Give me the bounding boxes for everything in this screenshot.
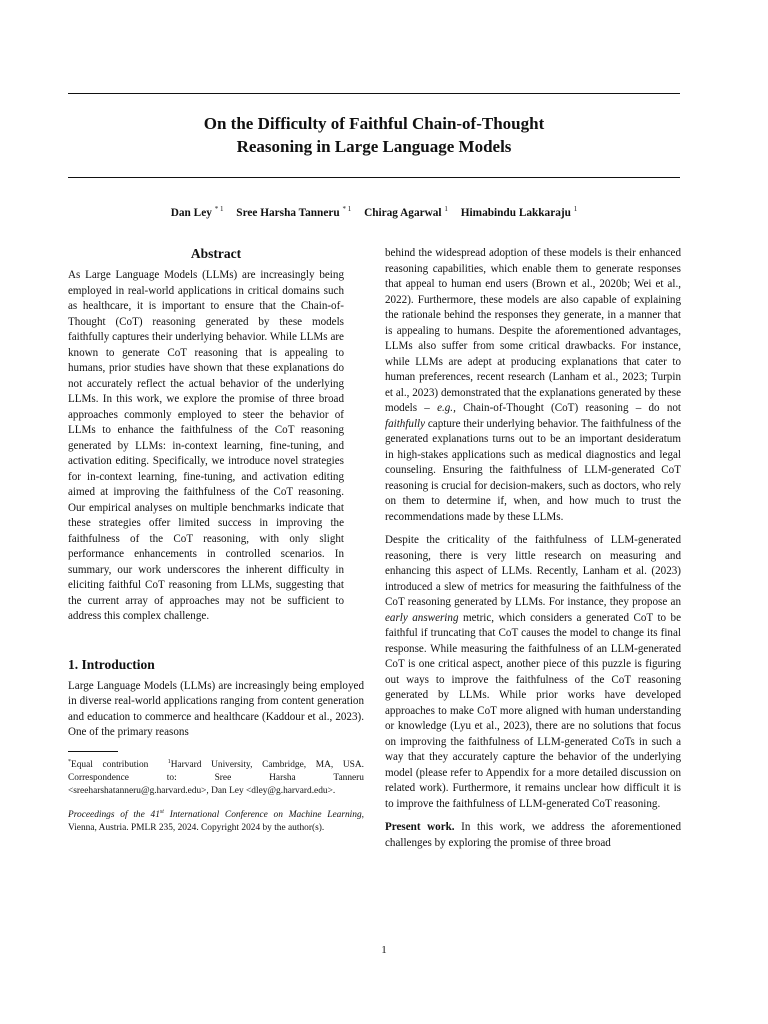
present-work-paragraph: Present work. In this work, we address the aforementioned challenges by exploring the promise of three broad [385,821,681,849]
author-1: Dan Ley $^{* 1}$ [170,205,224,219]
title-line-2: Reasoning in Large Language Models [236,137,512,156]
author-list [68,205,680,219]
author-3: Chirag Agarwal $^1$ [364,205,448,219]
present-work-heading: Present work. [385,821,455,833]
author-4: Himabindu Lakkaraju $^1$ [460,205,578,219]
right-column [385,246,681,851]
abstract-text: As Large Language Models (LLMs) are increasingly being employed in real-world applications in critical domains such as healthcare, it is important to ensure that the Chain-of-Thought (CoT) reasoning generated by these models faithfully captures their underlying behavior. While LLMs are known to generate CoT reasoning that is appealing to humans, prior studies have shown that these explanations do not accurately reflect the actual behavior of the underlying LLMs. In this work, we explore the promise of three broad approaches commonly employed to steer the behavior of LLMs to enhance the faithfulness of the CoT reasoning generated by LLMs: in-context learning, fine-tuning, and activation editing. Specifically, we introduce novel strategies for in-context learning, fine-tuning, and activation editing aimed at improving the faithfulness of the CoT reasoning. Our empirical analyses on multiple benchmarks indicate that these strategies offer limited success in improving the faithfulness of the CoT reasoning, with only slight performance enhancements in controlled scenarios. In summary, our work underscores the inherent difficulty in eliciting faithful CoT reasoning from LLMs, suggesting that the current array of approaches may not be sufficient to address this complex challenge. [68,269,344,622]
footnote-rule [68,751,118,752]
paper-title [68,112,680,158]
title-bottom-rule [68,177,680,178]
left-column [68,246,364,835]
intro-paragraph-2: Despite the criticality of the faithfulness of LLM-generated reasoning, there is very little research on measuring and enhancing this aspect of LLMs. Recently, Lanham et al. (2023) introduced a slew of metrics for measuring the faithfulness of the CoT reasoning generated by LLMs. For instance, they propose an early answering metric, which considers a generated CoT to be faithful if truncating that CoT causes the model to change its final response. While measuring the faithfulness of an LLM-generated CoT is one critical aspect, another piece of this puzzle is figuring out ways to improve the faithfulness of the CoT reasoning generated by LLMs. While prior works have developed approaches to make CoT more aligned with human understanding or knowledge (Lyu et al., 2023), there are no solutions that focus on improving the faithfulness of LLM-generated CoTs in such a way that they accurately capture the behavior of the underlying model (please refer to Appendix for a more detailed discussion on related work). Furthermore, it remains unclear how difficult it is to improve the faithfulness of LLM-generated CoT reasoning. [385,534,682,810]
introduction-paragraph: Large Language Models (LLMs) are increasingly being employed in diverse real-world applications ranging from content generation and education to commerce and healthcare (Kaddour et al., 2023). One of the primary reasons [68,679,364,738]
title-top-rule [68,93,680,94]
abstract-heading: Abstract [190,246,242,261]
proceedings-notice: Proceedings of the 41st International Conference on Machine Learning, Vienna, Austria. PMLR 235, 2024. Copyright 2024 by the author(s). [68,808,364,833]
introduction-heading: 1. Introduction [68,656,155,672]
author-2: Sree Harsha Tanneru $^{* 1}$ [236,205,352,219]
title-line-1: On the Difficulty of Faithful Chain-of-Thought [203,114,545,133]
intro-paragraph-1: behind the widespread adoption of these models is their enhanced reasoning capabilities, which enable them to generate responses that appeal to human end users (Brown et al., 2020b; Wei et al., 2022). Furthermore, these models are also capable of explaining the rationale behind the responses they generate, in a manner that is appealing to humans. Despite the aforementioned advantages, LLMs also suffer from some critical drawbacks. For instance, while LLMs are adept at producing explanations that cater to human preferences, recent research (Lanham et al., 2023; Turpin et al., 2023) demonstrated that the explanations generated by these models – e.g., Chain-of-Thought (CoT) reasoning – do not faithfully capture their underlying behavior. The faithfulness of the generated explanations turns out to be an important desideratum in high-stakes applications such as medical diagnostics and legal counseling. Ensuring the faithfulness of LLM-generated CoT reasoning is crucial for decision-makers, such as doctors, who rely on them to determine if, when, and how much to trust the recommendations made by these LLMs. [385,247,682,523]
footnote: *Equal contribution $^1$Harvard University, Cambridge, MA, USA. Correspondence to: Sree Harsha Tanneru <sreeharshatanneru@g.harvard.edu>, Dan Ley <dley@g.harvard.edu>. [68,758,365,796]
page-number: 1 [381,944,387,956]
